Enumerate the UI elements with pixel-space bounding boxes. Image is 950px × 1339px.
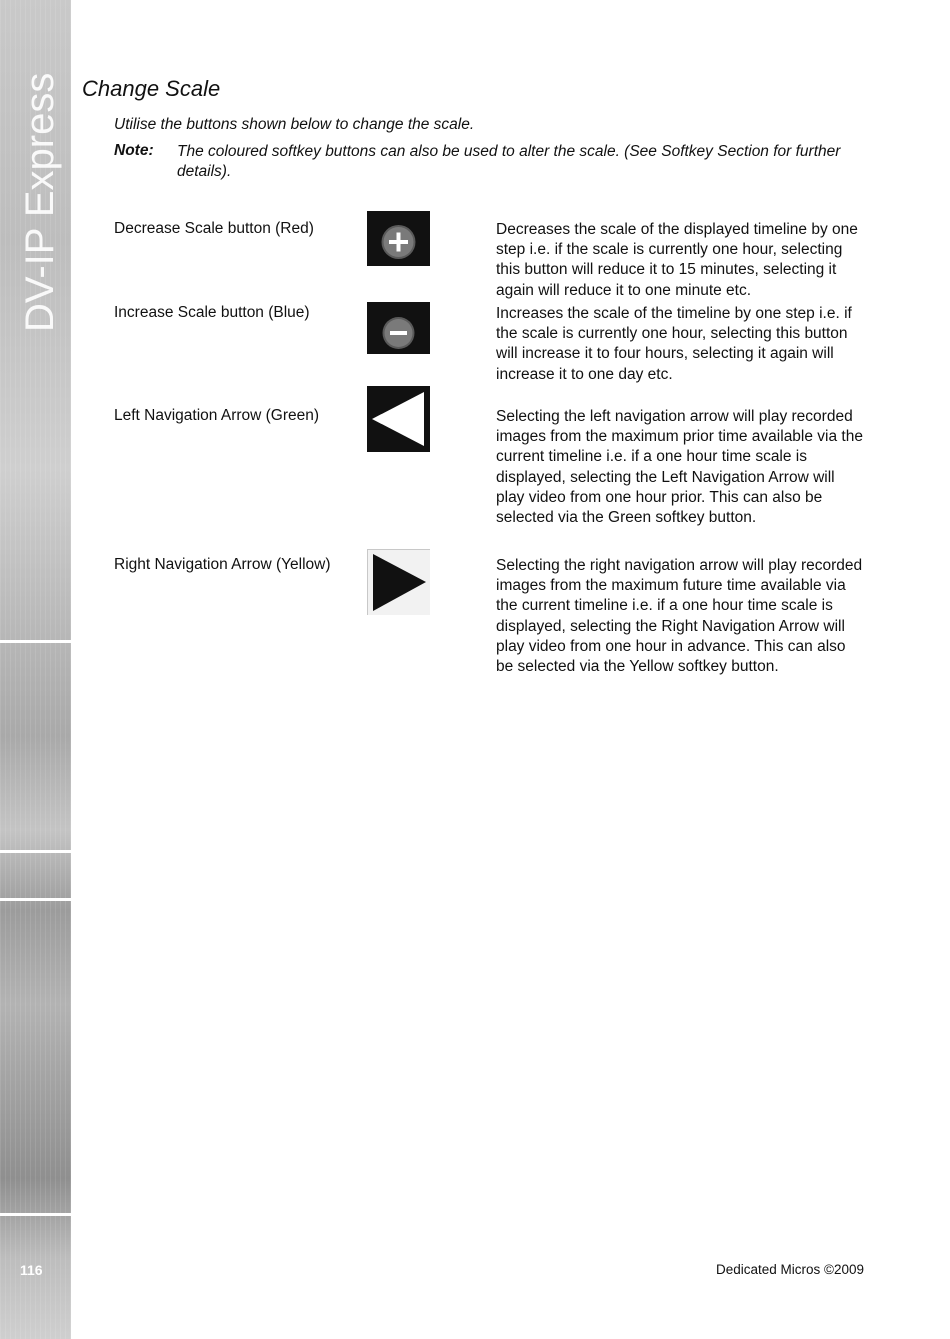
note-label: Note: <box>114 142 154 159</box>
brand-text: DV-IP Express <box>18 72 62 332</box>
sidebar-divider <box>0 898 71 901</box>
brand-logo <box>0 0 71 340</box>
sidebar-divider <box>0 850 71 853</box>
note-text: The coloured softkey buttons can also be used to alter the scale. (See Softkey Section for further details). <box>177 143 841 180</box>
plus-circle-icon <box>367 211 430 266</box>
section-title: Change Scale <box>82 76 221 101</box>
page-number: 116 <box>20 1262 43 1278</box>
row-description-right-arrow: Selecting the right navigation arrow will play recorded images from the maximum future time available via the current timeline i.e. if a one hour time scale is displayed, selecting the Right Navigation Arrow will play video from one hour in advance. This can also be selected via the Yellow softkey button. <box>496 557 863 676</box>
row-label-left-arrow: Left Navigation Arrow (Green) <box>114 407 320 424</box>
intro-text: Utilise the buttons shown below to change the scale. <box>114 116 475 133</box>
row-description-left-arrow: Selecting the left navigation arrow will play recorded images from the maximum prior time available via the current timeline i.e. if a one hour time scale is displayed, selecting the Left Navigation Arrow will play video from one hour prior. This can also be selected via the Green softkey button. <box>496 408 863 527</box>
footer-copyright: Dedicated Micros ©2009 <box>715 1262 864 1277</box>
sidebar-divider <box>0 640 71 643</box>
left-arrow-icon <box>367 386 430 452</box>
decorative-sidebar <box>0 0 71 1339</box>
sidebar-divider <box>0 1213 71 1216</box>
row-description-increase-scale: Increases the scale of the timeline by one step i.e. if the scale is currently one hour, selecting this button will increase it to four hours, selecting it again will increase it to one day etc. <box>496 305 852 383</box>
right-arrow-icon <box>367 549 430 615</box>
row-label-decrease-scale: Decrease Scale button (Red) <box>114 220 314 237</box>
row-description-decrease-scale: Decreases the scale of the displayed timeline by one step i.e. if the scale is currently one hour, selecting this button will reduce it to 15 minutes, selecting it again will reduce it to one minute etc. <box>496 221 858 299</box>
row-label-increase-scale: Increase Scale button (Blue) <box>114 304 310 321</box>
row-label-right-arrow: Right Navigation Arrow (Yellow) <box>114 556 331 573</box>
minus-circle-icon <box>367 302 430 354</box>
